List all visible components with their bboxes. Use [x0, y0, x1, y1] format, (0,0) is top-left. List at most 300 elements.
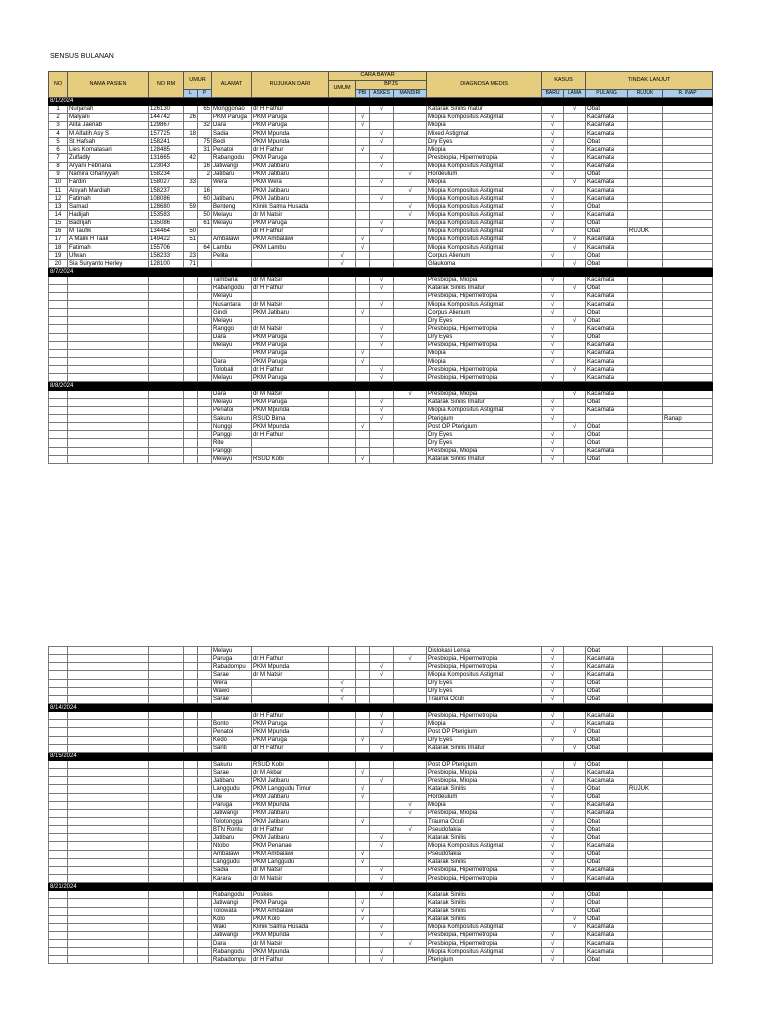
cell-diagnosa: Miopia Kompositus Astigmat [427, 227, 542, 235]
cell-mandiri [394, 728, 427, 736]
cell-umur-p [198, 341, 212, 349]
cell-diagnosa: Presbiopia, Miopia [427, 276, 542, 284]
cell-askes: √ [370, 130, 394, 138]
cell-alamat: Lambu [212, 244, 252, 252]
cell-rujuk [628, 760, 663, 768]
cell-umum [329, 276, 356, 284]
cell-r-inap [663, 390, 713, 398]
col-rujukan-dari: RUJUKAN DARI [252, 72, 329, 98]
cell-askes [370, 647, 394, 655]
table-row [49, 769, 713, 777]
cell-umur-l [184, 366, 198, 374]
cell-umum [329, 431, 356, 439]
cell-diagnosa: Presbiopia, Miopia [427, 447, 542, 455]
cell-rujuk [628, 695, 663, 703]
cell-baru: √ [542, 712, 564, 720]
cell-umum [329, 195, 356, 203]
cell-alamat: Kolo [212, 915, 252, 923]
col-r-inap: R. INAP [663, 90, 713, 98]
cell-r-inap [663, 915, 713, 923]
cell-r-inap [663, 671, 713, 679]
cell-baru: √ [542, 333, 564, 341]
cell-no [49, 276, 68, 284]
cell-mandiri [394, 447, 427, 455]
cell-nama-pasien [68, 948, 149, 956]
cell-alamat: Melayu [212, 455, 252, 463]
col-no-rm: NO RM [149, 72, 184, 98]
cell-mandiri [394, 455, 427, 463]
cell-no-rm [149, 358, 184, 366]
cell-askes [370, 170, 394, 178]
col-kasus: KASUS [542, 72, 586, 90]
cell-pbi: √ [356, 769, 370, 777]
census-table-2 [48, 646, 713, 964]
cell-no-rm: 158237 [149, 187, 184, 195]
cell-askes: √ [370, 712, 394, 720]
cell-askes: √ [370, 956, 394, 964]
cell-askes [370, 826, 394, 834]
cell-pbi [356, 292, 370, 300]
cell-pulang: Kacamata [586, 121, 628, 129]
cell-diagnosa: Presbiopia, Hipermetropia [427, 712, 542, 720]
cell-pbi [356, 138, 370, 146]
col-baru: BARU [542, 90, 564, 98]
cell-baru: √ [542, 211, 564, 219]
cell-askes: √ [370, 325, 394, 333]
col-umur-p: P [198, 90, 212, 98]
cell-r-inap [663, 801, 713, 809]
cell-baru [542, 317, 564, 325]
cell-no-rm: 153583 [149, 211, 184, 219]
cell-rujukan-dari: PKM Mpunda [252, 406, 329, 414]
cell-askes [370, 907, 394, 915]
table-row [49, 923, 713, 931]
table-row [49, 431, 713, 439]
cell-mandiri [394, 244, 427, 252]
cell-alamat: Jatibaru [212, 834, 252, 842]
cell-no [49, 907, 68, 915]
cell-diagnosa: Katarak Sinilis [427, 858, 542, 866]
table-row [49, 252, 713, 260]
cell-umur-l [184, 170, 198, 178]
cell-umur-l [184, 907, 198, 915]
cell-askes [370, 349, 394, 357]
cell-rujuk [628, 366, 663, 374]
cell-alamat: Melayu [212, 211, 252, 219]
cell-lama [564, 720, 586, 728]
cell-umum [329, 138, 356, 146]
cell-pulang: Obat [586, 695, 628, 703]
cell-baru: √ [542, 834, 564, 842]
cell-umur-l [184, 162, 198, 170]
cell-r-inap [663, 227, 713, 235]
cell-alamat: Melayu [212, 219, 252, 227]
cell-rujuk: RUJUK [628, 785, 663, 793]
cell-rujuk [628, 663, 663, 671]
cell-rujuk [628, 891, 663, 899]
cell-umur-p [198, 154, 212, 162]
cell-no-rm: 129867 [149, 121, 184, 129]
cell-pulang: Kacamata [586, 931, 628, 939]
table-row [49, 728, 713, 736]
cell-rujuk [628, 744, 663, 752]
cell-pbi [356, 105, 370, 113]
cell-no-rm: 128100 [149, 260, 184, 268]
cell-umur-l [184, 931, 198, 939]
cell-nama-pasien [68, 647, 149, 655]
cell-umum: √ [329, 252, 356, 260]
cell-no [49, 333, 68, 341]
cell-lama: √ [564, 317, 586, 325]
cell-diagnosa: Miopia Kompositus Astigmat [427, 235, 542, 243]
cell-rujukan-dari: PKM Kolo [252, 915, 329, 923]
cell-mandiri [394, 284, 427, 292]
cell-rujukan-dari: PKM Paruga [252, 219, 329, 227]
table-row [49, 439, 713, 447]
cell-rujuk [628, 447, 663, 455]
cell-lama [564, 138, 586, 146]
cell-no-rm: 158233 [149, 252, 184, 260]
cell-pbi [356, 260, 370, 268]
cell-mandiri: √ [394, 187, 427, 195]
cell-mandiri [394, 146, 427, 154]
cell-no-rm [149, 809, 184, 817]
cell-rujukan-dari: Klinik Salma Husada [252, 923, 329, 931]
cell-alamat [212, 260, 252, 268]
cell-askes [370, 292, 394, 300]
cell-diagnosa: Presbiopia, Hipermetropia [427, 874, 542, 882]
cell-no-rm [149, 671, 184, 679]
cell-alamat: Sakuru [212, 760, 252, 768]
cell-lama [564, 891, 586, 899]
cell-r-inap [663, 333, 713, 341]
cell-umur-p [198, 793, 212, 801]
cell-alamat: Melayu [212, 398, 252, 406]
cell-rujuk [628, 317, 663, 325]
cell-pbi [356, 317, 370, 325]
cell-umur-l [184, 447, 198, 455]
cell-pulang: Obat [586, 455, 628, 463]
cell-baru: √ [542, 398, 564, 406]
cell-umur-l [184, 374, 198, 382]
cell-no-rm [149, 907, 184, 915]
cell-umur-l [184, 398, 198, 406]
cell-pbi: √ [356, 121, 370, 129]
cell-pulang: Obat [586, 647, 628, 655]
cell-baru: √ [542, 785, 564, 793]
cell-umur-p [198, 736, 212, 744]
cell-mandiri [394, 423, 427, 431]
cell-no [49, 366, 68, 374]
cell-baru: √ [542, 899, 564, 907]
cell-rujuk [628, 406, 663, 414]
cell-askes [370, 252, 394, 260]
cell-alamat: Melayu [212, 292, 252, 300]
cell-pbi [356, 130, 370, 138]
cell-mandiri [394, 358, 427, 366]
cell-umur-p [198, 866, 212, 874]
cell-umur-l [184, 390, 198, 398]
cell-umur-p [198, 284, 212, 292]
cell-diagnosa: Presbiopia, Hipermetropia [427, 366, 542, 374]
cell-nama-pasien [68, 858, 149, 866]
cell-pbi [356, 826, 370, 834]
cell-mandiri [394, 858, 427, 866]
cell-nama-pasien [68, 931, 149, 939]
cell-lama [564, 325, 586, 333]
cell-rujuk [628, 826, 663, 834]
cell-umur-p [198, 358, 212, 366]
cell-rujuk [628, 940, 663, 948]
cell-lama [564, 301, 586, 309]
cell-rujukan-dari: PKM Paruga [252, 113, 329, 121]
cell-rujuk [628, 325, 663, 333]
cell-alamat: Nusantara [212, 301, 252, 309]
cell-pulang: Kacamata [586, 195, 628, 203]
cell-askes: √ [370, 227, 394, 235]
cell-mandiri [394, 769, 427, 777]
cell-umur-p [198, 915, 212, 923]
cell-umur-l [184, 138, 198, 146]
cell-no: 12 [49, 195, 68, 203]
cell-rujukan-dari: dr H Fathur [252, 284, 329, 292]
cell-diagnosa: Presbiopia, Miopia [427, 809, 542, 817]
cell-no-rm [149, 439, 184, 447]
cell-baru: √ [542, 138, 564, 146]
cell-no-rm [149, 333, 184, 341]
cell-no: 20 [49, 260, 68, 268]
cell-pbi [356, 720, 370, 728]
cell-rujukan-dari: PKM Paruga [252, 349, 329, 357]
cell-no-rm [149, 423, 184, 431]
cell-umur-p [198, 858, 212, 866]
cell-pulang: Kacamata [586, 777, 628, 785]
cell-pulang: Obat [586, 817, 628, 825]
cell-diagnosa: Presbiopia, Hipermetropia [427, 940, 542, 948]
cell-nama-pasien [68, 760, 149, 768]
cell-lama [564, 809, 586, 817]
cell-no [49, 301, 68, 309]
cell-pbi [356, 679, 370, 687]
cell-askes [370, 809, 394, 817]
cell-no-rm [149, 948, 184, 956]
cell-rujuk [628, 809, 663, 817]
cell-pbi [356, 647, 370, 655]
cell-rujukan-dari: PKM Paruga [252, 358, 329, 366]
cell-r-inap [663, 826, 713, 834]
cell-alamat: Langgudu [212, 858, 252, 866]
cell-rujukan-dari [252, 292, 329, 300]
cell-askes [370, 655, 394, 663]
cell-no-rm [149, 899, 184, 907]
cell-rujuk [628, 907, 663, 915]
cell-askes: √ [370, 728, 394, 736]
cell-baru: √ [542, 431, 564, 439]
cell-r-inap [663, 760, 713, 768]
cell-mandiri: √ [394, 211, 427, 219]
cell-no: 6 [49, 146, 68, 154]
cell-umur-p [198, 720, 212, 728]
cell-askes: √ [370, 948, 394, 956]
cell-pbi [356, 834, 370, 842]
cell-pulang [586, 414, 628, 422]
cell-no [49, 406, 68, 414]
cell-mandiri [394, 817, 427, 825]
table-row [49, 655, 713, 663]
cell-alamat: Gindi [212, 309, 252, 317]
cell-r-inap [663, 907, 713, 915]
cell-baru: √ [542, 349, 564, 357]
cell-umum [329, 455, 356, 463]
col-diagnosa-medis: DIAGNOSA MEDIS [427, 72, 542, 98]
cell-pbi [356, 211, 370, 219]
cell-lama [564, 899, 586, 907]
cell-umur-l: 50 [184, 227, 198, 235]
cell-umur-l [184, 834, 198, 842]
cell-no [49, 414, 68, 422]
cell-rujukan-dari: PKM Langgudu [252, 858, 329, 866]
cell-diagnosa: Miopia Kompositus Astigmat [427, 219, 542, 227]
cell-alamat: Panggi [212, 447, 252, 455]
cell-diagnosa: Miopia Kompositus Astigmat [427, 406, 542, 414]
cell-rujuk [628, 374, 663, 382]
cell-rujukan-dari: dr M Natsir [252, 671, 329, 679]
cell-askes [370, 203, 394, 211]
cell-lama [564, 695, 586, 703]
cell-pbi [356, 414, 370, 422]
cell-no [49, 817, 68, 825]
cell-pulang: Kacamata [586, 671, 628, 679]
cell-rujukan-dari: PKM Mpunda [252, 728, 329, 736]
cell-nama-pasien: Namira Ghaniyyah [68, 170, 149, 178]
table-row [49, 146, 713, 154]
cell-nama-pasien [68, 956, 149, 964]
cell-umum [329, 390, 356, 398]
cell-nama-pasien [68, 866, 149, 874]
cell-mandiri [394, 366, 427, 374]
cell-lama: √ [564, 366, 586, 374]
cell-rujukan-dari: PKM Mpunda [252, 423, 329, 431]
cell-nama-pasien [68, 874, 149, 882]
cell-rujukan-dari: PKM Jatibaru [252, 195, 329, 203]
table-row [49, 793, 713, 801]
cell-pulang: Kacamata [586, 349, 628, 357]
cell-rujuk [628, 866, 663, 874]
table-row [49, 455, 713, 463]
cell-mandiri: √ [394, 170, 427, 178]
table-row [49, 154, 713, 162]
cell-no-rm [149, 915, 184, 923]
cell-askes: √ [370, 874, 394, 882]
table-row [49, 414, 713, 422]
cell-nama-pasien [68, 366, 149, 374]
cell-pulang: Kacamata [586, 948, 628, 956]
cell-alamat: Kedo [212, 736, 252, 744]
cell-rujukan-dari: RSUD Kobi [252, 760, 329, 768]
cell-diagnosa: Miopia Kompositus Astigmat [427, 203, 542, 211]
cell-alamat: Waki [212, 923, 252, 931]
cell-lama: √ [564, 260, 586, 268]
cell-lama [564, 455, 586, 463]
cell-pulang: Kacamata [586, 341, 628, 349]
cell-pulang: Obat [586, 858, 628, 866]
cell-umur-p [198, 777, 212, 785]
cell-r-inap [663, 358, 713, 366]
cell-rujuk [628, 423, 663, 431]
cell-umur-l [184, 105, 198, 113]
cell-rujuk [628, 655, 663, 663]
cell-rujukan-dari [252, 260, 329, 268]
cell-no-rm [149, 940, 184, 948]
cell-rujukan-dari: Klinik Salma Husada [252, 203, 329, 211]
cell-r-inap [663, 447, 713, 455]
cell-pbi: √ [356, 899, 370, 907]
cell-lama [564, 842, 586, 850]
cell-umum [329, 244, 356, 252]
cell-nama-pasien [68, 447, 149, 455]
cell-pbi [356, 333, 370, 341]
cell-askes [370, 309, 394, 317]
cell-rujukan-dari: Poskes [252, 891, 329, 899]
cell-rujuk [628, 162, 663, 170]
cell-baru: √ [542, 309, 564, 317]
cell-alamat: Wera [212, 178, 252, 186]
cell-baru: √ [542, 655, 564, 663]
cell-diagnosa: Corpus Alienum [427, 252, 542, 260]
cell-rujukan-dari: PKM Paruga [252, 121, 329, 129]
cell-r-inap [663, 113, 713, 121]
cell-diagnosa: Pterigium [427, 414, 542, 422]
cell-no-rm [149, 956, 184, 964]
cell-mandiri [394, 785, 427, 793]
cell-alamat [212, 187, 252, 195]
cell-diagnosa: Hordeulum [427, 170, 542, 178]
cell-no: 11 [49, 187, 68, 195]
cell-askes: √ [370, 366, 394, 374]
cell-r-inap [663, 146, 713, 154]
cell-rujukan-dari: dr M Natsir [252, 866, 329, 874]
cell-no [49, 647, 68, 655]
cell-baru: √ [542, 826, 564, 834]
cell-umum [329, 760, 356, 768]
cell-umur-p [198, 398, 212, 406]
cell-askes [370, 793, 394, 801]
cell-no: 16 [49, 227, 68, 235]
cell-lama [564, 447, 586, 455]
cell-r-inap [663, 858, 713, 866]
cell-nama-pasien: Aisyah Mardiah [68, 187, 149, 195]
cell-rujukan-dari [252, 695, 329, 703]
cell-no-rm [149, 390, 184, 398]
cell-pulang: Obat [586, 105, 628, 113]
table-row [49, 276, 713, 284]
cell-baru: √ [542, 948, 564, 956]
cell-r-inap [663, 777, 713, 785]
cell-diagnosa: Presbiopia, Hipermetropia [427, 325, 542, 333]
cell-pulang: Kacamata [586, 663, 628, 671]
cell-rujukan-dari: dr H Fathur [252, 826, 329, 834]
cell-askes [370, 687, 394, 695]
cell-umum [329, 333, 356, 341]
cell-baru: √ [542, 455, 564, 463]
cell-umum [329, 374, 356, 382]
table-row [49, 398, 713, 406]
col-mandiri: MANDIRI [394, 90, 427, 98]
date-row [49, 883, 713, 891]
cell-no [49, 801, 68, 809]
cell-pulang: Obat [586, 203, 628, 211]
table-row [49, 956, 713, 964]
